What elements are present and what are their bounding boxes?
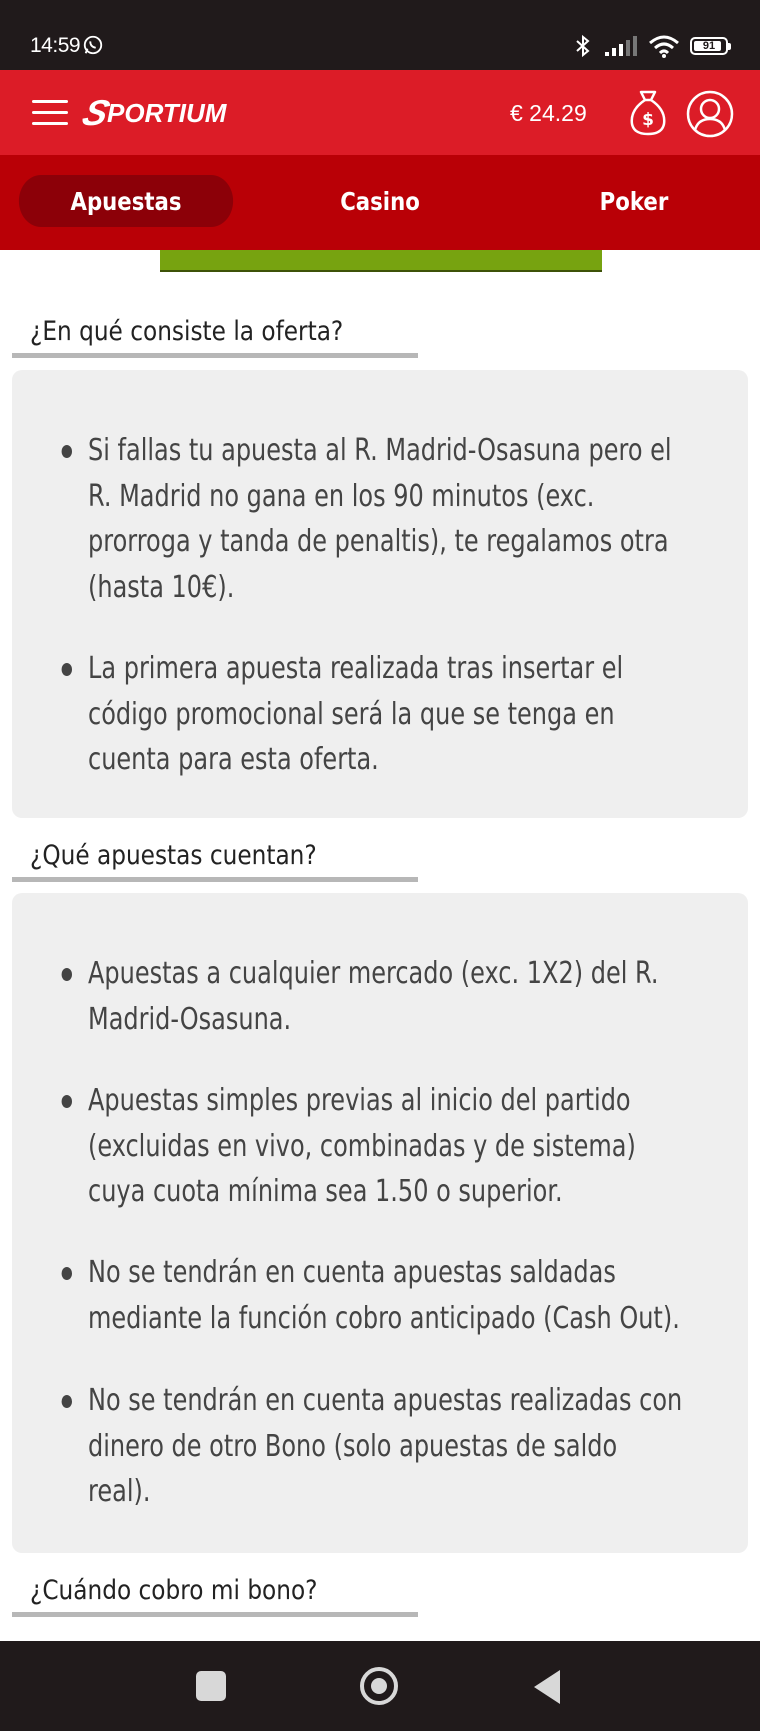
logo-initial: S	[77, 92, 115, 133]
status-bar	[0, 0, 760, 70]
logo-text: PORTIUM	[107, 97, 227, 128]
tab-apuestas[interactable]: Apuestas	[19, 175, 233, 227]
battery-level: 91	[702, 40, 716, 52]
home-icon[interactable]	[360, 1667, 398, 1705]
tab-poker[interactable]: Poker	[599, 186, 669, 216]
signal-icon	[604, 35, 638, 57]
bullet-dot	[62, 1395, 72, 1408]
svg-text:$: $	[642, 110, 654, 130]
product-tabs	[0, 155, 760, 250]
bluetooth-icon	[572, 34, 594, 58]
recents-icon[interactable]	[196, 1671, 226, 1701]
section-underline	[12, 1612, 418, 1617]
battery-icon	[690, 37, 728, 55]
bullet-dot	[62, 445, 72, 458]
bullet-dot	[62, 968, 72, 981]
bets-card: Apuestas a cualquier mercado (exc. 1X2) del R. Madrid-Osasuna. Apuestas simples previas al inicio del partido (excluidas en vivo, combinadas y de sistema) cuya cuota mínima sea 1.50 o superior. No se tendrán en cuenta apuestas saldadas mediante la función cobro anticipado (Cash Out). No se tendrán en cuenta apuestas realizadas con dinero de otro Bono (solo apuestas de saldo real).	[12, 893, 748, 1553]
account-balance[interactable]: € 24.29	[510, 100, 587, 126]
app-header	[0, 70, 760, 155]
wifi-icon	[648, 34, 680, 58]
money-bag-icon[interactable]	[628, 88, 668, 136]
section-underline	[12, 877, 418, 882]
sportium-logo[interactable]	[77, 92, 227, 133]
offer-card: Si fallas tu apuesta al R. Madrid-Osasuna pero el R. Madrid no gana en los 90 minutos (exc. prorroga y tanda de penaltis), te regalamos otra (hasta 10€). La primera apuesta realizada tras insertar el código promocional será la que se tenga en cuenta para esta oferta.	[12, 370, 748, 818]
user-icon[interactable]	[686, 90, 734, 138]
status-time: 14:59	[30, 34, 81, 57]
whatsapp-icon	[82, 34, 104, 56]
tab-casino[interactable]: Casino	[340, 186, 420, 216]
section-title-cobro: ¿Cuándo cobro mi bono?	[30, 1575, 318, 1606]
bullet-dot	[62, 1095, 72, 1108]
back-icon[interactable]	[534, 1670, 560, 1704]
section-title-apuestas: ¿Qué apuestas cuentan?	[30, 840, 317, 871]
menu-icon[interactable]	[32, 100, 68, 126]
section-title-oferta: ¿En qué consiste la oferta?	[30, 316, 344, 347]
bullet-dot	[62, 663, 72, 676]
bullet-dot	[62, 1267, 72, 1280]
promo-button-edge[interactable]	[160, 250, 602, 272]
section-underline	[12, 353, 418, 358]
